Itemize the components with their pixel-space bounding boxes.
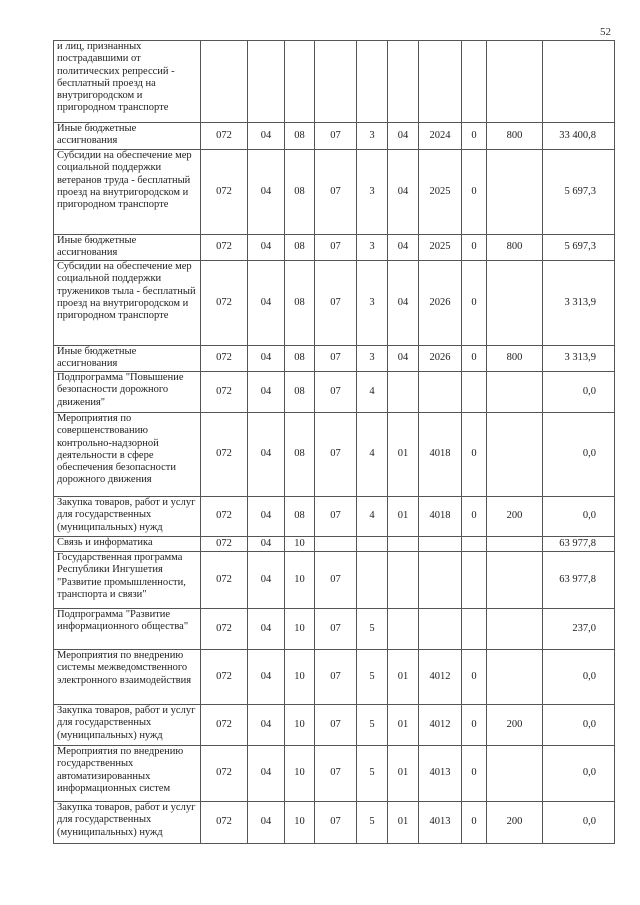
cell-subprogram: 3 [357,235,388,261]
cell-program: 07 [315,497,357,537]
table-row [54,746,615,802]
cell-program: 07 [315,261,357,346]
cell-code: 0 [462,802,487,844]
cell-ministry-code: 072 [201,346,248,372]
cell-ministry-code [201,41,248,123]
cell-ministry-code: 072 [201,650,248,705]
row-name: Связь и информатика [54,537,201,552]
row-name: Подпрограмма "Повышение безопасности дорожного движения" [54,372,201,413]
table-row [54,552,615,609]
cell-expense-type [487,609,543,650]
cell-code [462,372,487,413]
cell-expense-type [487,746,543,802]
cell-subsection: 08 [285,261,315,346]
cell-amount: 5 697,3 [543,150,615,235]
cell-section: 04 [248,705,285,746]
cell-subsection: 10 [285,552,315,609]
cell-subprogram: 3 [357,123,388,150]
cell-amount: 0,0 [543,802,615,844]
cell-program: 07 [315,413,357,497]
cell-program: 07 [315,150,357,235]
cell-subprogram: 4 [357,413,388,497]
table-row [54,346,615,372]
table-row [54,123,615,150]
cell-amount: 3 313,9 [543,346,615,372]
cell-expense-type [487,150,543,235]
cell-code [462,537,487,552]
cell-program [315,537,357,552]
cell-subprogram [357,41,388,123]
cell-ministry-code: 072 [201,372,248,413]
cell-event: 01 [388,413,419,497]
row-name: Мероприятия по внедрению системы межведомственного электронного взаимодействия [54,650,201,705]
cell-subsection: 10 [285,705,315,746]
cell-amount: 63 977,8 [543,552,615,609]
cell-direction: 2026 [419,346,462,372]
table-row [54,537,615,552]
cell-program: 07 [315,346,357,372]
cell-event: 04 [388,346,419,372]
cell-event: 01 [388,650,419,705]
cell-subprogram: 5 [357,650,388,705]
cell-subsection: 08 [285,372,315,413]
cell-amount: 0,0 [543,413,615,497]
cell-code: 0 [462,705,487,746]
table-row [54,705,615,746]
cell-section: 04 [248,261,285,346]
cell-amount: 0,0 [543,650,615,705]
cell-expense-type [487,41,543,123]
cell-subprogram [357,537,388,552]
cell-expense-type: 200 [487,802,543,844]
row-name: Закупка товаров, работ и услуг для государственных (муниципальных) нужд [54,802,201,844]
cell-subsection: 08 [285,123,315,150]
row-name: Мероприятия по внедрению государственных автоматизированных информационных систем [54,746,201,802]
cell-section: 04 [248,346,285,372]
cell-subprogram: 5 [357,746,388,802]
cell-section: 04 [248,235,285,261]
cell-subprogram [357,552,388,609]
cell-event [388,372,419,413]
cell-section: 04 [248,609,285,650]
cell-direction: 4018 [419,413,462,497]
cell-direction: 4013 [419,802,462,844]
budget-table [53,40,615,844]
cell-direction [419,372,462,413]
row-name: Подпрограмма "Развитие информационного общества" [54,609,201,650]
cell-event: 01 [388,497,419,537]
cell-code [462,552,487,609]
cell-expense-type [487,650,543,705]
cell-code: 0 [462,150,487,235]
cell-amount: 0,0 [543,705,615,746]
cell-subsection: 10 [285,802,315,844]
cell-subsection: 10 [285,650,315,705]
cell-direction: 4012 [419,650,462,705]
cell-direction [419,552,462,609]
cell-expense-type: 800 [487,123,543,150]
table-row [54,372,615,413]
cell-subprogram: 3 [357,150,388,235]
cell-program: 07 [315,650,357,705]
cell-section: 04 [248,150,285,235]
cell-amount: 237,0 [543,609,615,650]
cell-event: 04 [388,261,419,346]
cell-subsection: 10 [285,746,315,802]
cell-direction: 2025 [419,235,462,261]
cell-event: 04 [388,123,419,150]
cell-section: 04 [248,746,285,802]
cell-section: 04 [248,497,285,537]
cell-program: 07 [315,802,357,844]
cell-subsection: 08 [285,497,315,537]
cell-expense-type [487,413,543,497]
cell-code: 0 [462,261,487,346]
cell-ministry-code: 072 [201,552,248,609]
row-name: и лиц, признанных пострадавшими от политических репрессий - бесплатный проезд на внутригородском и пригородном транспорте [54,41,201,123]
cell-ministry-code: 072 [201,235,248,261]
cell-ministry-code: 072 [201,609,248,650]
table-row [54,413,615,497]
row-name: Закупка товаров, работ и услуг для государственных (муниципальных) нужд [54,497,201,537]
cell-program: 07 [315,123,357,150]
cell-expense-type: 800 [487,346,543,372]
cell-direction: 2025 [419,150,462,235]
cell-ministry-code: 072 [201,802,248,844]
row-name: Субсидии на обеспечение мер социальной поддержки тружеников тыла - бесплатный проезд на внутригородском и пригородном транспорте [54,261,201,346]
cell-subsection: 08 [285,150,315,235]
cell-program: 07 [315,705,357,746]
cell-ministry-code: 072 [201,261,248,346]
cell-program: 07 [315,552,357,609]
cell-program: 07 [315,372,357,413]
cell-code: 0 [462,650,487,705]
row-name: Субсидии на обеспечение мер социальной поддержки ветеранов труда - бесплатный проезд на внутригородском и пригородном транспорте [54,150,201,235]
cell-expense-type [487,552,543,609]
table-row [54,609,615,650]
cell-program: 07 [315,746,357,802]
cell-section: 04 [248,372,285,413]
cell-subsection: 10 [285,537,315,552]
cell-subsection: 08 [285,413,315,497]
cell-direction: 4012 [419,705,462,746]
cell-event [388,609,419,650]
cell-section: 04 [248,413,285,497]
cell-ministry-code: 072 [201,413,248,497]
cell-event [388,552,419,609]
cell-expense-type: 800 [487,235,543,261]
cell-subprogram: 5 [357,609,388,650]
row-name: Иные бюджетные ассигнования [54,346,201,372]
cell-direction [419,537,462,552]
cell-expense-type: 200 [487,497,543,537]
cell-section: 04 [248,650,285,705]
cell-code: 0 [462,497,487,537]
cell-subsection: 10 [285,609,315,650]
cell-direction: 2026 [419,261,462,346]
page-number: 52 [600,26,611,38]
cell-section: 04 [248,123,285,150]
cell-ministry-code: 072 [201,746,248,802]
cell-amount [543,41,615,123]
cell-ministry-code: 072 [201,497,248,537]
table-row [54,650,615,705]
cell-code [462,609,487,650]
cell-subprogram: 5 [357,705,388,746]
cell-event: 04 [388,235,419,261]
cell-direction: 2024 [419,123,462,150]
cell-subsection: 08 [285,346,315,372]
cell-code: 0 [462,413,487,497]
row-name: Иные бюджетные ассигнования [54,123,201,150]
cell-direction: 4018 [419,497,462,537]
cell-code: 0 [462,746,487,802]
cell-subsection: 08 [285,235,315,261]
cell-subprogram: 5 [357,802,388,844]
cell-section: 04 [248,552,285,609]
cell-code: 0 [462,123,487,150]
cell-subprogram: 3 [357,346,388,372]
row-name: Государственная программа Республики Ингушетия "Развитие промышленности, транспорта и связи" [54,552,201,609]
cell-amount: 33 400,8 [543,123,615,150]
table-row [54,261,615,346]
row-name: Закупка товаров, работ и услуг для государственных (муниципальных) нужд [54,705,201,746]
cell-amount: 3 313,9 [543,261,615,346]
cell-event: 04 [388,150,419,235]
cell-program: 07 [315,235,357,261]
cell-amount: 0,0 [543,497,615,537]
cell-event [388,537,419,552]
table-row [54,41,615,123]
cell-subprogram: 3 [357,261,388,346]
cell-subprogram: 4 [357,497,388,537]
cell-ministry-code: 072 [201,705,248,746]
cell-code: 0 [462,346,487,372]
cell-ministry-code: 072 [201,537,248,552]
cell-expense-type [487,261,543,346]
cell-ministry-code: 072 [201,123,248,150]
cell-subprogram: 4 [357,372,388,413]
cell-amount: 0,0 [543,372,615,413]
cell-expense-type [487,537,543,552]
row-name: Мероприятия по совершенствованию контрольно-надзорной деятельности в сфере обеспечения безопасности дорожного движения [54,413,201,497]
cell-section [248,41,285,123]
cell-code: 0 [462,235,487,261]
table-row [54,497,615,537]
cell-direction [419,41,462,123]
cell-event [388,41,419,123]
cell-amount: 0,0 [543,746,615,802]
cell-event: 01 [388,802,419,844]
cell-amount: 63 977,8 [543,537,615,552]
cell-event: 01 [388,746,419,802]
cell-subsection [285,41,315,123]
cell-section: 04 [248,802,285,844]
row-name: Иные бюджетные ассигнования [54,235,201,261]
cell-section: 04 [248,537,285,552]
table-row [54,235,615,261]
cell-expense-type: 200 [487,705,543,746]
cell-expense-type [487,372,543,413]
cell-code [462,41,487,123]
cell-direction [419,609,462,650]
cell-program [315,41,357,123]
cell-program: 07 [315,609,357,650]
cell-ministry-code: 072 [201,150,248,235]
table-row [54,802,615,844]
cell-event: 01 [388,705,419,746]
cell-amount: 5 697,3 [543,235,615,261]
table-row [54,150,615,235]
cell-direction: 4013 [419,746,462,802]
